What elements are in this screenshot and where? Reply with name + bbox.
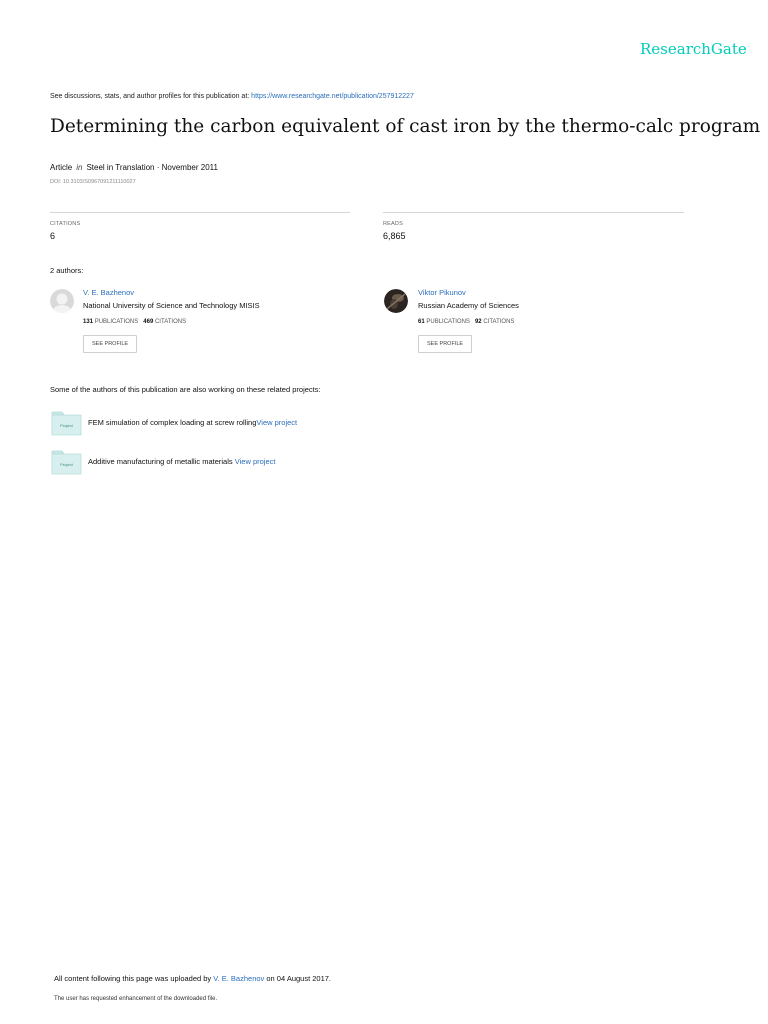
author-citations-count: 469 <box>143 319 154 325</box>
reads-label: READS <box>383 221 403 227</box>
publication-title: Determining the carbon equivalent of cast iron by the thermo-calc program <box>50 116 761 137</box>
author-name-link[interactable]: V. E. Bazhenov <box>83 288 135 297</box>
upload-suffix: on 04 August 2017. <box>264 974 332 983</box>
author-name-link[interactable]: Viktor Pikunov <box>418 288 466 297</box>
publication-meta <box>50 163 218 172</box>
see-profile-button[interactable]: SEE PROFILE <box>418 335 472 353</box>
journal-name: Steel in Translation · November 2011 <box>86 163 218 172</box>
see-profile-button[interactable]: SEE PROFILE <box>83 335 137 353</box>
publication-type: Article <box>50 163 73 172</box>
author-citations-label: CITATIONS <box>154 319 187 325</box>
reads-divider <box>383 212 684 213</box>
related-project-item <box>88 418 297 427</box>
researchgate-logo[interactable]: ResearchGate <box>640 40 747 58</box>
related-projects-heading: Some of the authors of this publication are also working on these related projects: <box>50 385 321 394</box>
project-folder-icon <box>51 411 82 434</box>
author-counts <box>418 319 514 325</box>
view-project-link[interactable]: View project <box>256 418 298 427</box>
publication-url-link[interactable]: https://www.researchgate.net/publication/257912227 <box>251 93 414 100</box>
view-project-link[interactable]: View project <box>234 457 276 466</box>
author-avatar-photo[interactable] <box>384 289 408 313</box>
author-publications-label: PUBLICATIONS <box>94 319 139 325</box>
project-title: FEM simulation of complex loading at screw rolling <box>88 418 257 427</box>
author-citations-label: CITATIONS <box>483 319 515 325</box>
author-institution: Russian Academy of Sciences <box>418 301 519 310</box>
uploader-link[interactable]: V. E. Bazhenov <box>213 974 265 983</box>
author-publications-count: 131 <box>83 319 94 325</box>
citations-label: CITATIONS <box>50 221 81 227</box>
author-publications-label: PUBLICATIONS <box>426 319 470 325</box>
author-citations-count: 92 <box>474 319 482 325</box>
authors-heading: 2 authors: <box>50 266 84 275</box>
author-avatar-placeholder[interactable] <box>50 289 74 313</box>
publication-doi: DOI: 10.3103/S0967091211110027 <box>50 179 136 185</box>
project-icon-label: Project <box>60 423 73 428</box>
reads-value: 6,865 <box>383 231 406 241</box>
author-institution: National University of Science and Technology MISIS <box>83 301 260 310</box>
related-project-item <box>88 457 275 466</box>
upload-prefix: All content following this page was uploaded by <box>54 974 214 983</box>
project-folder-icon <box>51 450 82 473</box>
author-publications-count: 61 <box>418 319 425 325</box>
upload-note <box>54 974 331 983</box>
discussion-text: See discussions, stats, and author profiles for this publication at: <box>50 93 252 100</box>
project-title: Additive manufacturing of metallic materials <box>88 457 233 466</box>
author-counts <box>83 319 186 325</box>
citations-value: 6 <box>50 231 56 241</box>
project-icon-label: Project <box>60 462 73 467</box>
enhancement-note: The user has requested enhancement of the downloaded file. <box>54 996 218 1002</box>
publication-in-label: in <box>76 163 83 172</box>
discussion-line <box>50 93 414 100</box>
citations-divider <box>50 212 350 213</box>
